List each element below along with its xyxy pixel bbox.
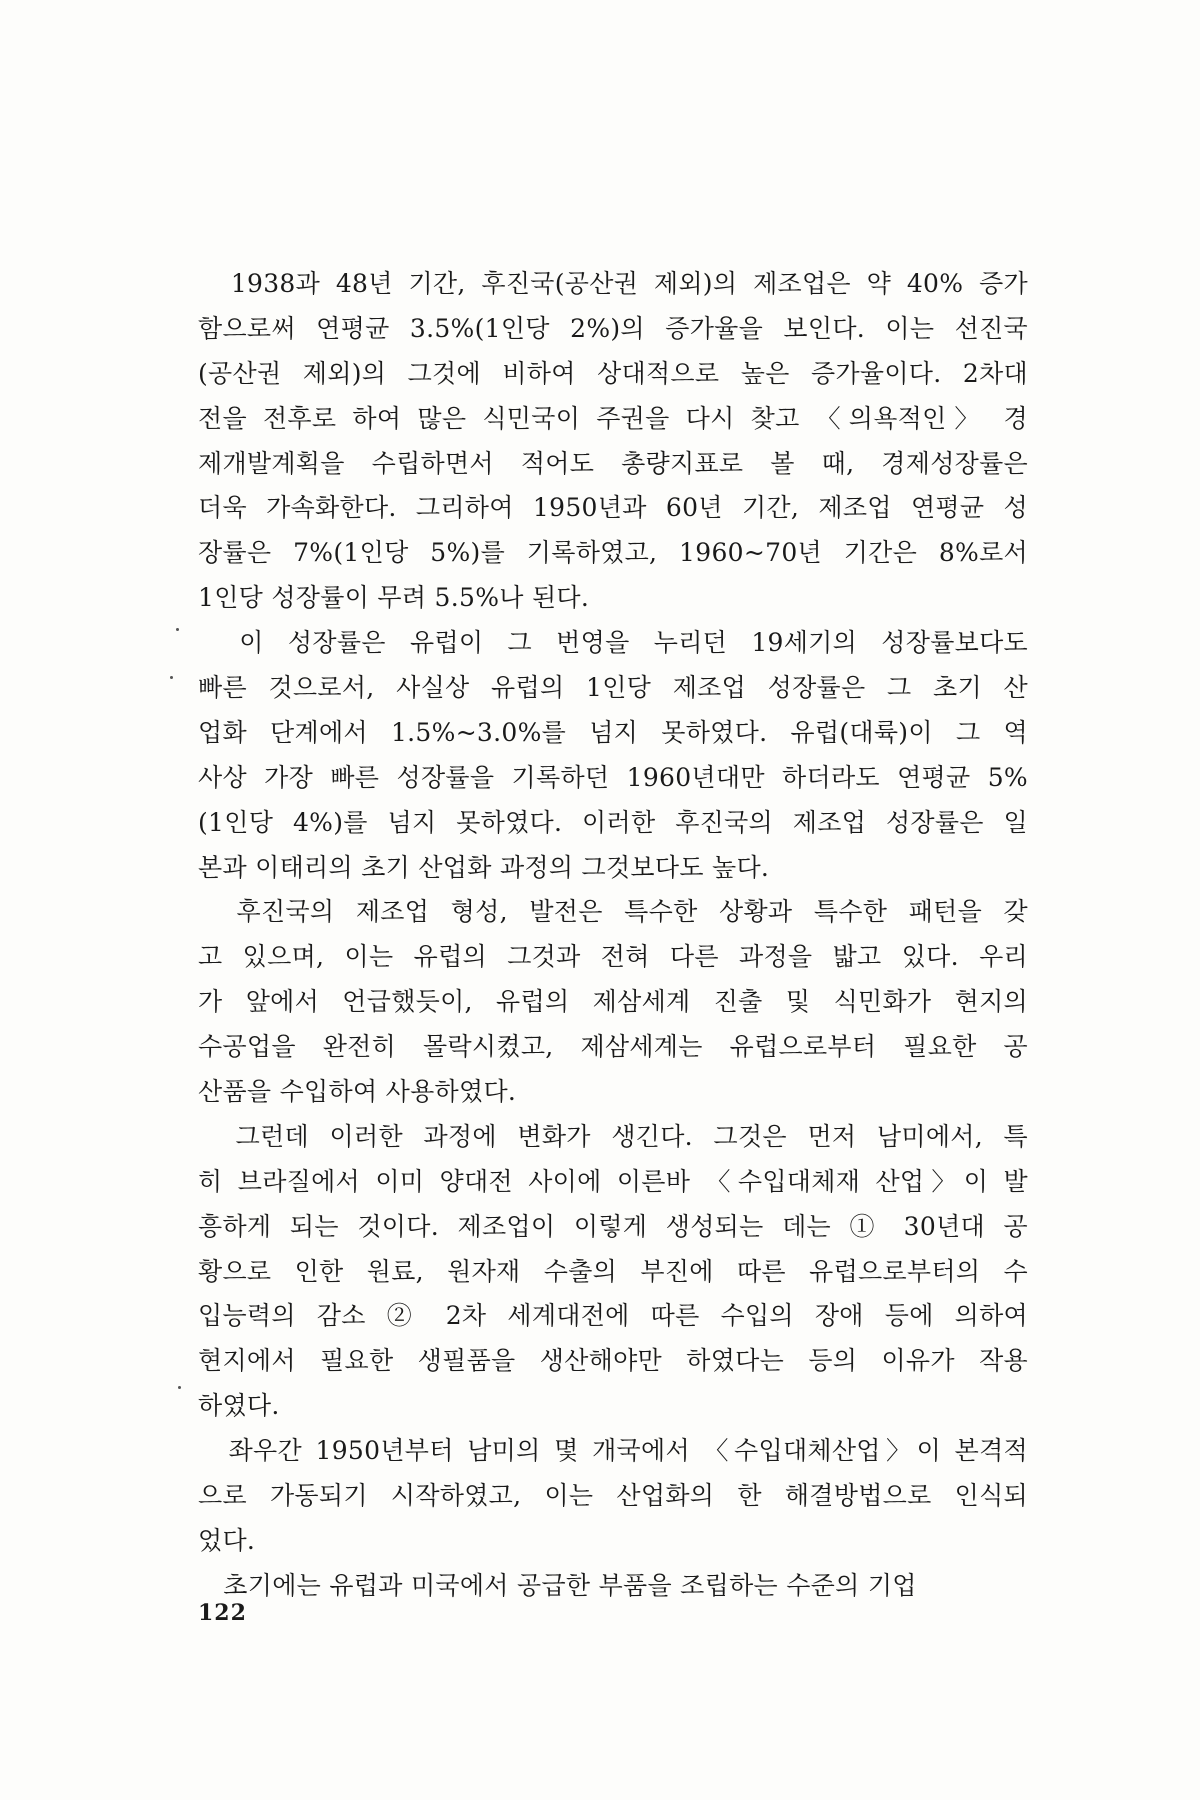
text-line: 장률은 7%(1인당 5%)를 기록하였고, 1960~70년 기간은 8%로서 (198, 538, 1028, 568)
scan-speck (176, 628, 179, 631)
text-line: 하였다. (198, 1391, 280, 1421)
text-line: 업화 단계에서 1.5%~3.0%를 넘지 못하였다. 유럽(대륙)이 그 역 (198, 717, 1028, 747)
text-line: 황으로 인한 원료, 원자재 수출의 부진에 따른 유럽으로부터의 수 (198, 1256, 1028, 1286)
text-line: 사상 가장 빠른 성장률을 기록하던 1960년대만 하더라도 연평균 5% (198, 762, 1028, 792)
text-line: 1938과 48년 기간, 후진국(공산권 제외)의 제조업은 약 40% 증가 (198, 269, 1028, 298)
text-line: 었다. (198, 1525, 256, 1555)
paragraph-4 (198, 1115, 1028, 1429)
text-line: 함으로써 연평균 3.5%(1인당 2%)의 증가율을 보인다. 이는 선진국 (198, 313, 1028, 343)
page-number: 122 (198, 1600, 247, 1626)
text-line: 입능력의 감소 ② 2차 세계대전에 따른 수입의 장애 등에 의하여 (198, 1301, 1028, 1331)
scan-speck (178, 1386, 181, 1389)
text-line: 빠른 것으로서, 사실상 유럽의 1인당 제조업 성장률은 그 초기 산 (198, 673, 1028, 703)
paragraph-6 (198, 1564, 1028, 1609)
text-line: 히 브라질에서 이미 양대전 사이에 이른바 〈수입대체재 산업〉이 발 (198, 1166, 1028, 1196)
text-line: 수공업을 완전히 몰락시켰고, 제삼세계는 유럽으로부터 필요한 공 (198, 1032, 1028, 1062)
body-text (198, 262, 1028, 1609)
paragraph-2 (198, 621, 1028, 890)
text-line: 더욱 가속화한다. 그리하여 1950년과 60년 기간, 제조업 연평균 성 (198, 493, 1028, 523)
paragraph-1 (198, 262, 1028, 621)
text-line: 흥하게 되는 것이다. 제조업이 이렇게 생성되는 데는 ① 30년대 공 (198, 1211, 1028, 1241)
text-line: 현지에서 필요한 생필품을 생산해야만 하였다는 등의 이유가 작용 (198, 1346, 1028, 1376)
text-line: 초기에는 유럽과 미국에서 공급한 부품을 조립하는 수준의 기업 (198, 1570, 917, 1600)
text-line: 후진국의 제조업 형성, 발전은 특수한 상황과 특수한 패턴을 갖 (198, 897, 1028, 927)
text-line: (1인당 4%)를 넘지 못하였다. 이러한 후진국의 제조업 성장률은 일 (198, 807, 1028, 837)
text-line: 고 있으며, 이는 유럽의 그것과 전혀 다른 과정을 밟고 있다. 우리 (198, 942, 1028, 972)
text-line: (공산권 제외)의 그것에 비하여 상대적으로 높은 증가율이다. 2차대 (198, 358, 1028, 388)
paragraph-5 (198, 1429, 1028, 1564)
text-line: 산품을 수입하여 사용하였다. (198, 1077, 517, 1107)
text-line: 좌우간 1950년부터 남미의 몇 개국에서 〈수입대체산업〉이 본격적 (198, 1436, 1028, 1466)
scan-speck (170, 676, 173, 679)
paragraph-3 (198, 890, 1028, 1114)
text-line: 제개발계획을 수립하면서 적어도 총량지표로 볼 때, 경제성장률은 (198, 448, 1028, 478)
text-line: 본과 이태리의 초기 산업화 과정의 그것보다도 높다. (198, 852, 770, 882)
text-line: 그런데 이러한 과정에 변화가 생긴다. 그것은 먼저 남미에서, 특 (198, 1121, 1028, 1151)
text-line: 1인당 성장률이 무려 5.5%나 된다. (198, 583, 590, 613)
text-line: 전을 전후로 하여 많은 식민국이 주권을 다시 찾고 〈의욕적인〉 경 (198, 403, 1028, 433)
text-line: 으로 가동되기 시작하였고, 이는 산업화의 한 해결방법으로 인식되 (198, 1481, 1028, 1511)
text-line: 이 성장률은 유럽이 그 번영을 누리던 19세기의 성장률보다도 (198, 628, 1028, 658)
text-line: 가 앞에서 언급했듯이, 유럽의 제삼세계 진출 및 식민화가 현지의 (198, 987, 1028, 1017)
